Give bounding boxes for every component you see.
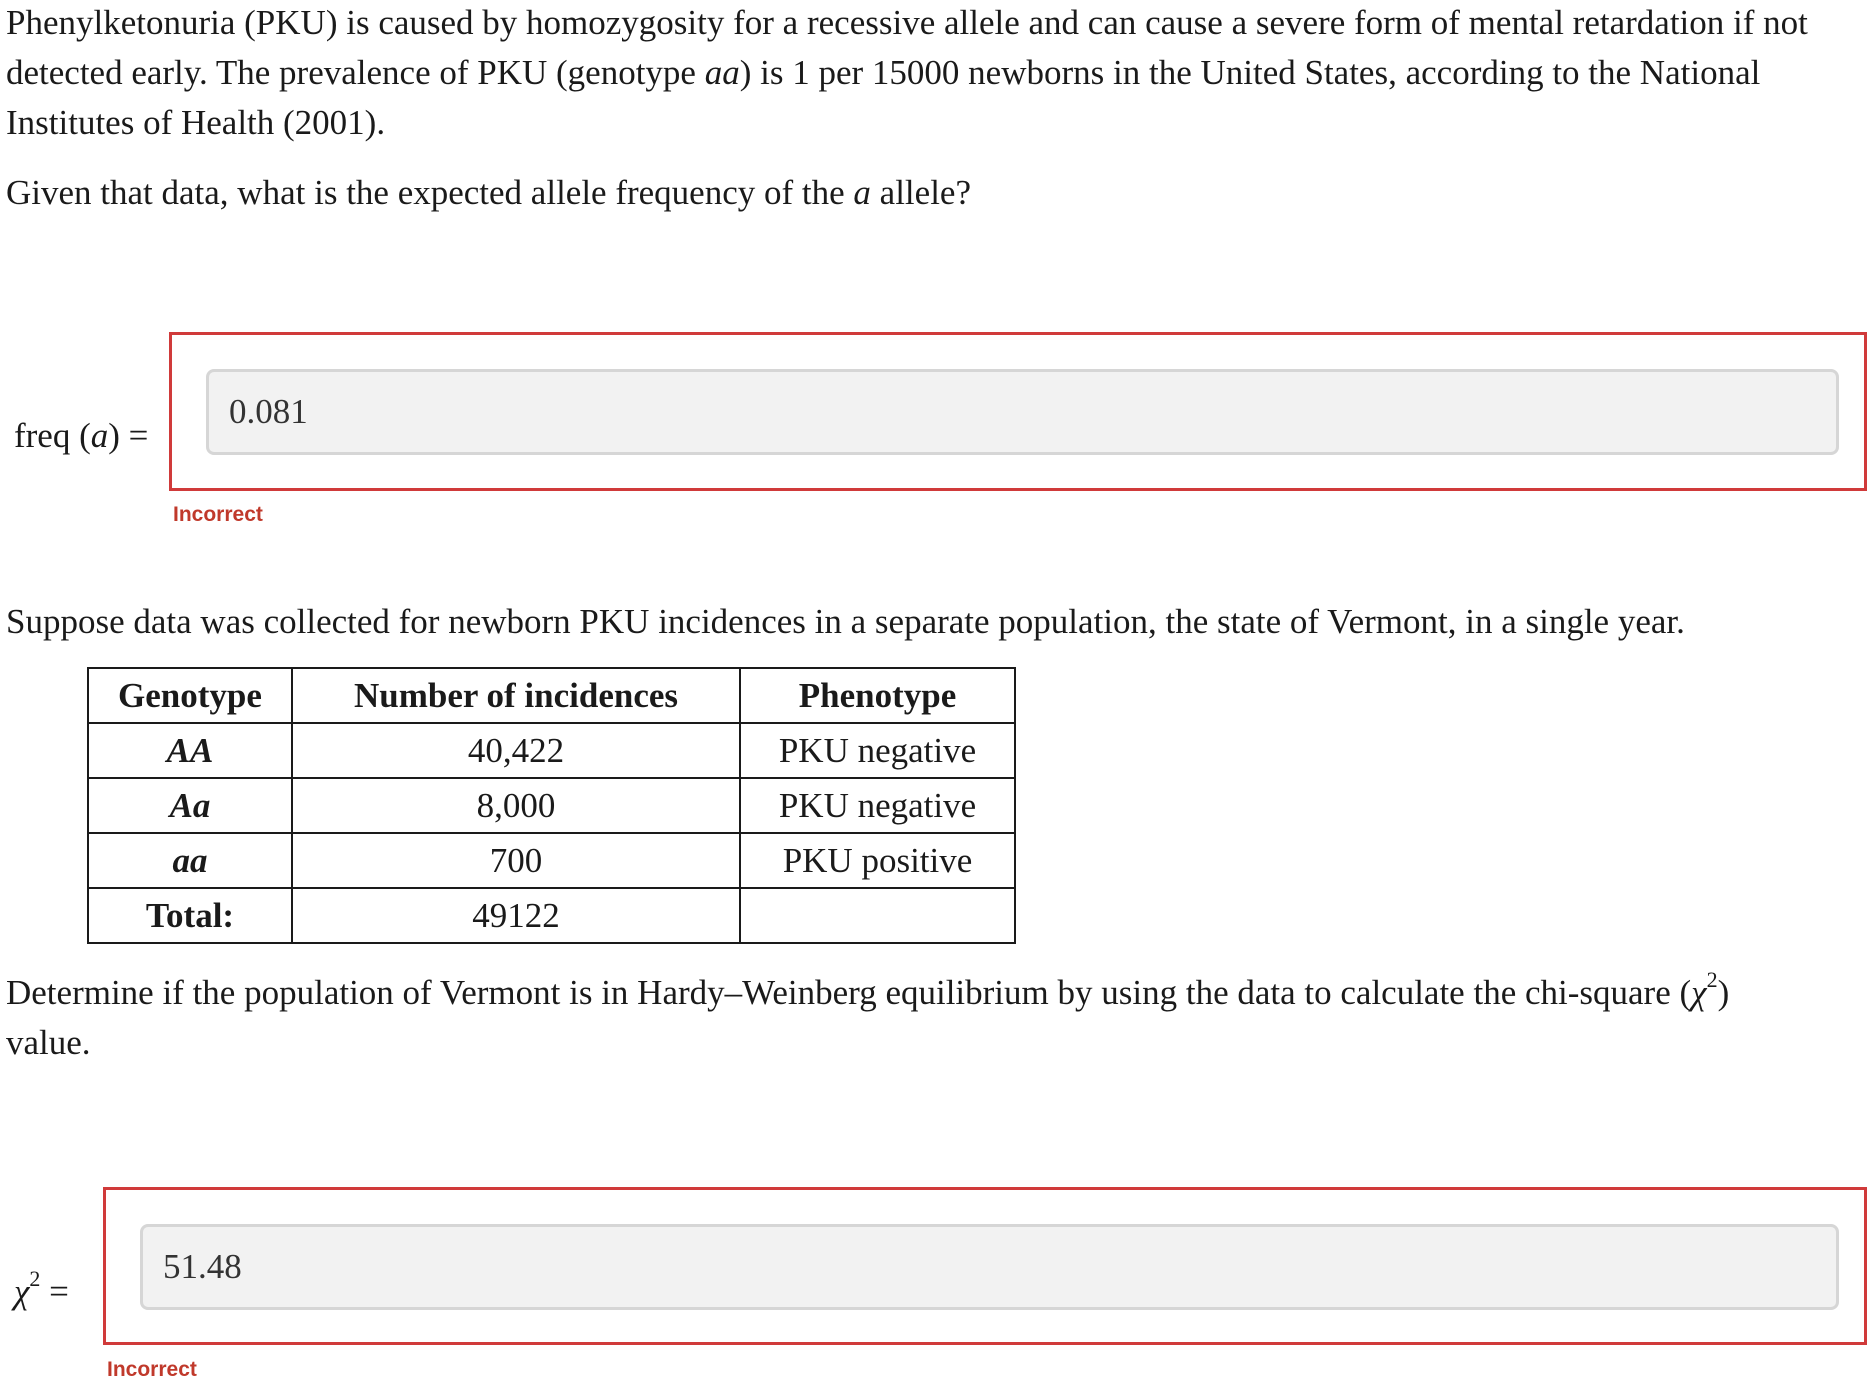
table-row bbox=[88, 778, 1015, 833]
chi-square-answer-container bbox=[103, 1187, 1867, 1345]
table-row bbox=[88, 833, 1015, 888]
chi-square-status-incorrect: Incorrect bbox=[107, 1358, 197, 1381]
genotype-cell: AA bbox=[88, 723, 292, 778]
phenotype-cell: PKU negative bbox=[740, 778, 1015, 833]
problem-intro: Phenylketonuria (PKU) is caused by homozygosity for a recessive allele and can cause a severe form of mental retardation if not detected early. The prevalence of PKU (genotype aa) is 1 per 15000 newborns in the United States, according to the National Institutes of Health (2001). bbox=[6, 3, 1808, 142]
phenotype-cell: PKU negative bbox=[740, 723, 1015, 778]
freq-status-incorrect: Incorrect bbox=[173, 503, 263, 526]
header-number-of-incidences: Number of incidences bbox=[292, 668, 740, 723]
count-cell: 700 bbox=[292, 833, 740, 888]
chi-square-input[interactable]: 51.48 bbox=[140, 1224, 1839, 1310]
count-cell: 8,000 bbox=[292, 778, 740, 833]
freq-a-input[interactable]: 0.081 bbox=[206, 369, 1839, 455]
vermont-data-table bbox=[87, 667, 1016, 944]
genotype-cell: Aa bbox=[88, 778, 292, 833]
genotype-cell: aa bbox=[88, 833, 292, 888]
total-phenotype-cell bbox=[740, 888, 1015, 943]
chi-square-instruction: Determine if the population of Vermont is in Hardy–Weinberg equilibrium by using the data to calculate the chi-square $(\chi^2)$ value. bbox=[6, 967, 1730, 1062]
table-header-row bbox=[88, 668, 1015, 723]
table-total-row bbox=[88, 888, 1015, 943]
chi-square-label: $\chi^2$ = bbox=[14, 1266, 69, 1311]
vermont-intro: Suppose data was collected for newborn PKU incidences in a separate population, the state of Vermont, in a single year. bbox=[6, 602, 1685, 641]
header-genotype: Genotype bbox=[88, 668, 292, 723]
total-label-cell: Total: bbox=[88, 888, 292, 943]
freq-a-label: freq (a) = bbox=[14, 416, 149, 455]
table-row bbox=[88, 723, 1015, 778]
freq-answer-container bbox=[169, 332, 1867, 491]
problem-question: Given that data, what is the expected allele frequency of the a allele? bbox=[6, 173, 971, 212]
phenotype-cell: PKU positive bbox=[740, 833, 1015, 888]
total-value-cell: 49122 bbox=[292, 888, 740, 943]
count-cell: 40,422 bbox=[292, 723, 740, 778]
header-phenotype: Phenotype bbox=[740, 668, 1015, 723]
